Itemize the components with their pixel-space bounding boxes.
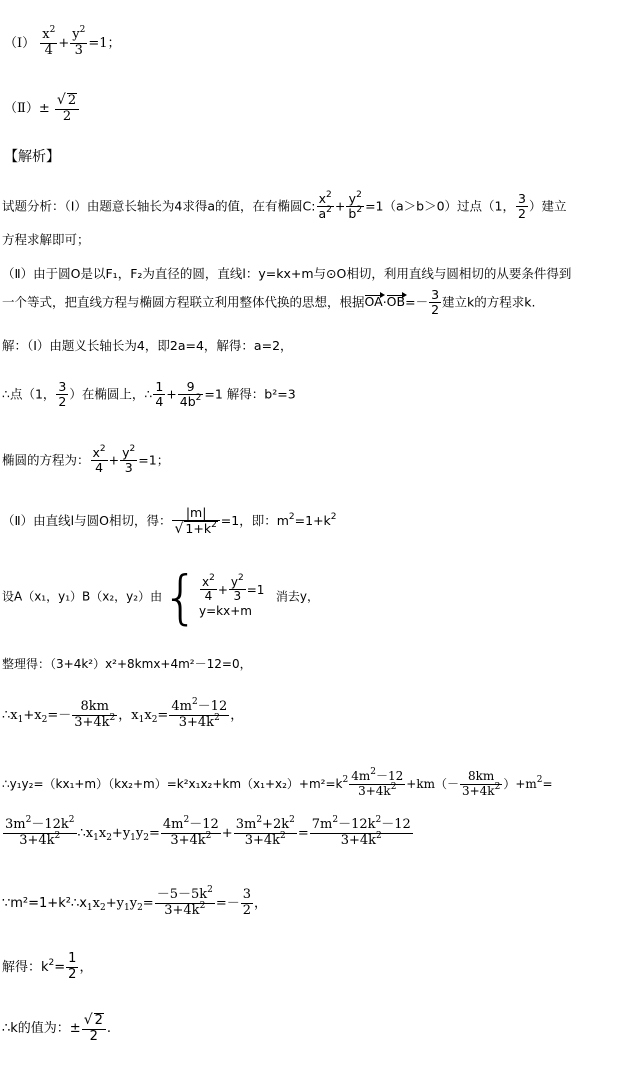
fraction-x2-over-4: $\frac{x^2}{4}$ xyxy=(42,25,56,58)
fraction-3-over-2-d: $\frac{3}{2}$ xyxy=(242,887,252,918)
fraction-x2-over-a2: $\frac{x^2}{a^2}$ xyxy=(318,190,332,222)
fraction-3-over-2-c: $\frac{3}{2}$ xyxy=(58,379,67,410)
fraction-3-over-2: $\frac{3}{2}$ xyxy=(518,191,526,222)
answer-part1: （Ⅰ） $\frac{x^2}{4}$ + $\frac{y^2}{3}$ =1； xyxy=(4,25,121,58)
solution-line3: 椭圆的方程为： $\frac{x^2}{4}$ + $\frac{y^2}{3}$ =1； xyxy=(2,444,170,476)
fraction-y2-over-3: $\frac{y^2}{3}$ xyxy=(72,25,86,58)
analysis-para2-line2: 一个等式，把直线方程与椭圆方程联立利用整体代换的思想，根据OA·OB=－ $\frac{3}{2}$ 建立k的方程求k. xyxy=(2,287,536,318)
solution-line4: （Ⅱ）由直线l与圆O相切，得： $\frac{|m|}{√ 1+k^2}$ =1，即：$m^2=1+k^2$ xyxy=(2,505,337,538)
fraction-y2-over-3-b: $\frac{y^2}{3}$ xyxy=(122,444,136,476)
analysis-para2-line1: （Ⅱ）由于圆O是以F₁，F₂为直径的圆，直线l：y=kx+m与⊙O相切，利用直线与圆相切的从要条件得到 xyxy=(2,266,572,281)
analysis-para1: 试题分析：（Ⅰ）由题意长轴长为4求得a的值，在有椭圆C: $\frac{x^2}{a^2}$ + $\frac{y^2}{b^2}$ =1（a＞b＞0）过点（1， $\frac{3}{2}$ ）建立 xyxy=(2,190,567,222)
part2-label: （Ⅱ） xyxy=(4,100,39,116)
solution-line4-prefix: （Ⅱ）由直线l与圆O相切，得： xyxy=(2,513,172,529)
solution-line7: $\therefore x_1+x_2=-$ $\frac{8km}{3+4k^2}$ ，$x_1x_2=$ $\frac{4m^2-12}{3+4k^2}$ ， xyxy=(2,697,244,730)
part1-label: （Ⅰ） xyxy=(4,35,36,51)
analysis-para1-suffix: ）建立 xyxy=(528,198,567,214)
fraction-y2-over-b2: $\frac{y^2}{b^2}$ xyxy=(348,190,363,222)
solution-line9: $\frac{3m^2-12k^2}{3+4k^2}$ $\therefore x_1x_2+y_1y_2=$ $\frac{4m^2-12}{3+4k^2}$ + $\frac{3m^2+2k^2}{3+4k^2}$ = $\frac{7m^2-12k^2-12}{3+4k^2}$ xyxy=(5,815,411,848)
solution-line11-prefix: 解得：k xyxy=(2,959,49,975)
solution-line8: $\therefore y_1y_2=(kx_1+m)(kx_2+m)=k^2x_1x_2+km(x_1+x_2)+m^2=k^2$ $\frac{4m^2-12}{3+4k^2}$ +km（－ $\frac{8km}{3+4k^2}$ ）$+m^2=$ xyxy=(2,767,553,798)
analysis-para1-line2: 方程求解即可； xyxy=(2,232,90,247)
solution-line2-mid: ）在椭圆上，∴ xyxy=(69,386,153,402)
fraction-4m2-12-b: $\frac{4m^2-12}{3+4k^2}$ xyxy=(351,767,404,798)
solution-line5 xyxy=(2,563,320,631)
fraction-4m2-12: $\frac{4m^2-12}{3+4k^2}$ xyxy=(171,697,228,730)
solution-line7-prefix: ∴x xyxy=(2,707,18,723)
part1-result: =1； xyxy=(88,35,121,51)
analysis-para1-mid: =1（a＞b＞0）过点（1， xyxy=(365,198,515,214)
fraction-sqrt2-over-2: $\frac{√ 2}{2}$ xyxy=(55,92,79,125)
solution-line11: 解得：$k^2=$ $\frac{1}{2}$ ， xyxy=(2,951,93,982)
solution-line2: ∴点（1， $\frac{3}{2}$ ）在椭圆上，∴ $\frac{1}{4}$ + $\frac{9}{4b^2}$ =1 解得：b²=3 xyxy=(2,379,296,410)
fraction-1-over-2: $\frac{1}{2}$ xyxy=(68,951,77,982)
analysis-para2-line2-prefix: 一个等式，把直线方程与椭圆方程联立利用整体代换的思想，根据 xyxy=(2,294,365,310)
fraction-sqrt2-over-2-b: $\frac{√ 2}{2}$ xyxy=(82,1012,106,1045)
solution-line12: ∴k的值为：± $\frac{√ 2}{2}$ . xyxy=(2,1012,112,1044)
part2-pm: ± xyxy=(38,100,50,116)
solution-line5-prefix: 设A（x₁，y₁）B（x₂，y₂）由 xyxy=(2,589,163,604)
solution-line3-prefix: 椭圆的方程为： xyxy=(2,452,90,468)
fraction-neg5-5k2: $\frac{-5-5k^2}{3+4k^2}$ xyxy=(156,885,213,918)
vector-OB: OB xyxy=(386,294,406,310)
fraction-7m2-12k2-12: $\frac{7m^2-12k^2-12}{3+4k^2}$ xyxy=(311,815,411,848)
fraction-4m2-12-c: $\frac{4m^2-12}{3+4k^2}$ xyxy=(162,815,219,848)
solution-line4-mid: =1，即：m xyxy=(220,513,289,529)
fraction-8km-b: $\frac{8km}{3+4k^2}$ xyxy=(461,769,501,798)
vector-OA: OA xyxy=(364,294,383,310)
answer-part2 xyxy=(4,92,80,125)
solution-line8-prefix: ∴y₁y₂=（kx₁+m）（kx₂+m）=k²x₁x₂+km（x₁+x₂）+m²=k xyxy=(2,776,343,791)
solution-line10: $\because m^2=1+k^2\therefore x_1x_2+y_1y_2=$ $\frac{-5-5k^2}{3+4k^2}$ =－ $\frac{3}{2}$ ， xyxy=(2,885,268,918)
fraction-3m2-2k2: $\frac{3m^2+2k^2}{3+4k^2}$ xyxy=(235,815,295,848)
equation-system: $\frac{x^2}{4}$ + $\frac{y^2}{3}$ =1 y=kx+m xyxy=(199,572,265,619)
section-heading: 【解析】 xyxy=(4,149,60,165)
fraction-1-over-4: $\frac{1}{4}$ xyxy=(155,379,164,410)
solution-line2-eq: =1 解得：b²=3 xyxy=(204,386,296,402)
fraction-3m2-12k2: $\frac{3m^2-12k^2}{3+4k^2}$ xyxy=(5,815,75,848)
analysis-para2-line2-suffix: 建立k的方程求k. xyxy=(442,294,536,310)
solution-line12-prefix: ∴k的值为：± xyxy=(2,1020,81,1036)
fraction-8km: $\frac{8km}{3+4k^2}$ xyxy=(74,699,116,730)
analysis-para1-prefix: 试题分析：（Ⅰ）由题意长轴长为4求得a的值，在有椭圆C: xyxy=(2,198,316,214)
fraction-abs-m-over-sqrt: $\frac{|m|}{√ 1+k^2}$ xyxy=(172,506,219,537)
solution-line2-prefix: ∴点（1， xyxy=(2,386,56,402)
system-brace: { xyxy=(162,563,199,631)
fraction-x2-over-4-b: $\frac{x^2}{4}$ xyxy=(92,444,106,476)
solution-line10-prefix: ∵m²=1+k²∴x xyxy=(2,895,87,911)
solution-line4-suffix: =1+k xyxy=(294,513,331,529)
solution-line5-suffix: 消去y， xyxy=(275,589,320,604)
fraction-3-over-2-b: $\frac{3}{2}$ xyxy=(431,287,440,318)
analysis-para2-line2-mid: =－ xyxy=(405,294,429,310)
solution-line1: 解：（Ⅰ）由题义长轴长为4，即2a=4，解得：a=2， xyxy=(2,338,293,353)
fraction-9-over-4b2: $\frac{9}{4b^2}$ xyxy=(179,379,202,410)
solution-line6: 整理得：（3+4k²）x²+8kmx+4m²－12=0， xyxy=(2,657,252,671)
solution-line3-suffix: =1； xyxy=(138,452,170,468)
